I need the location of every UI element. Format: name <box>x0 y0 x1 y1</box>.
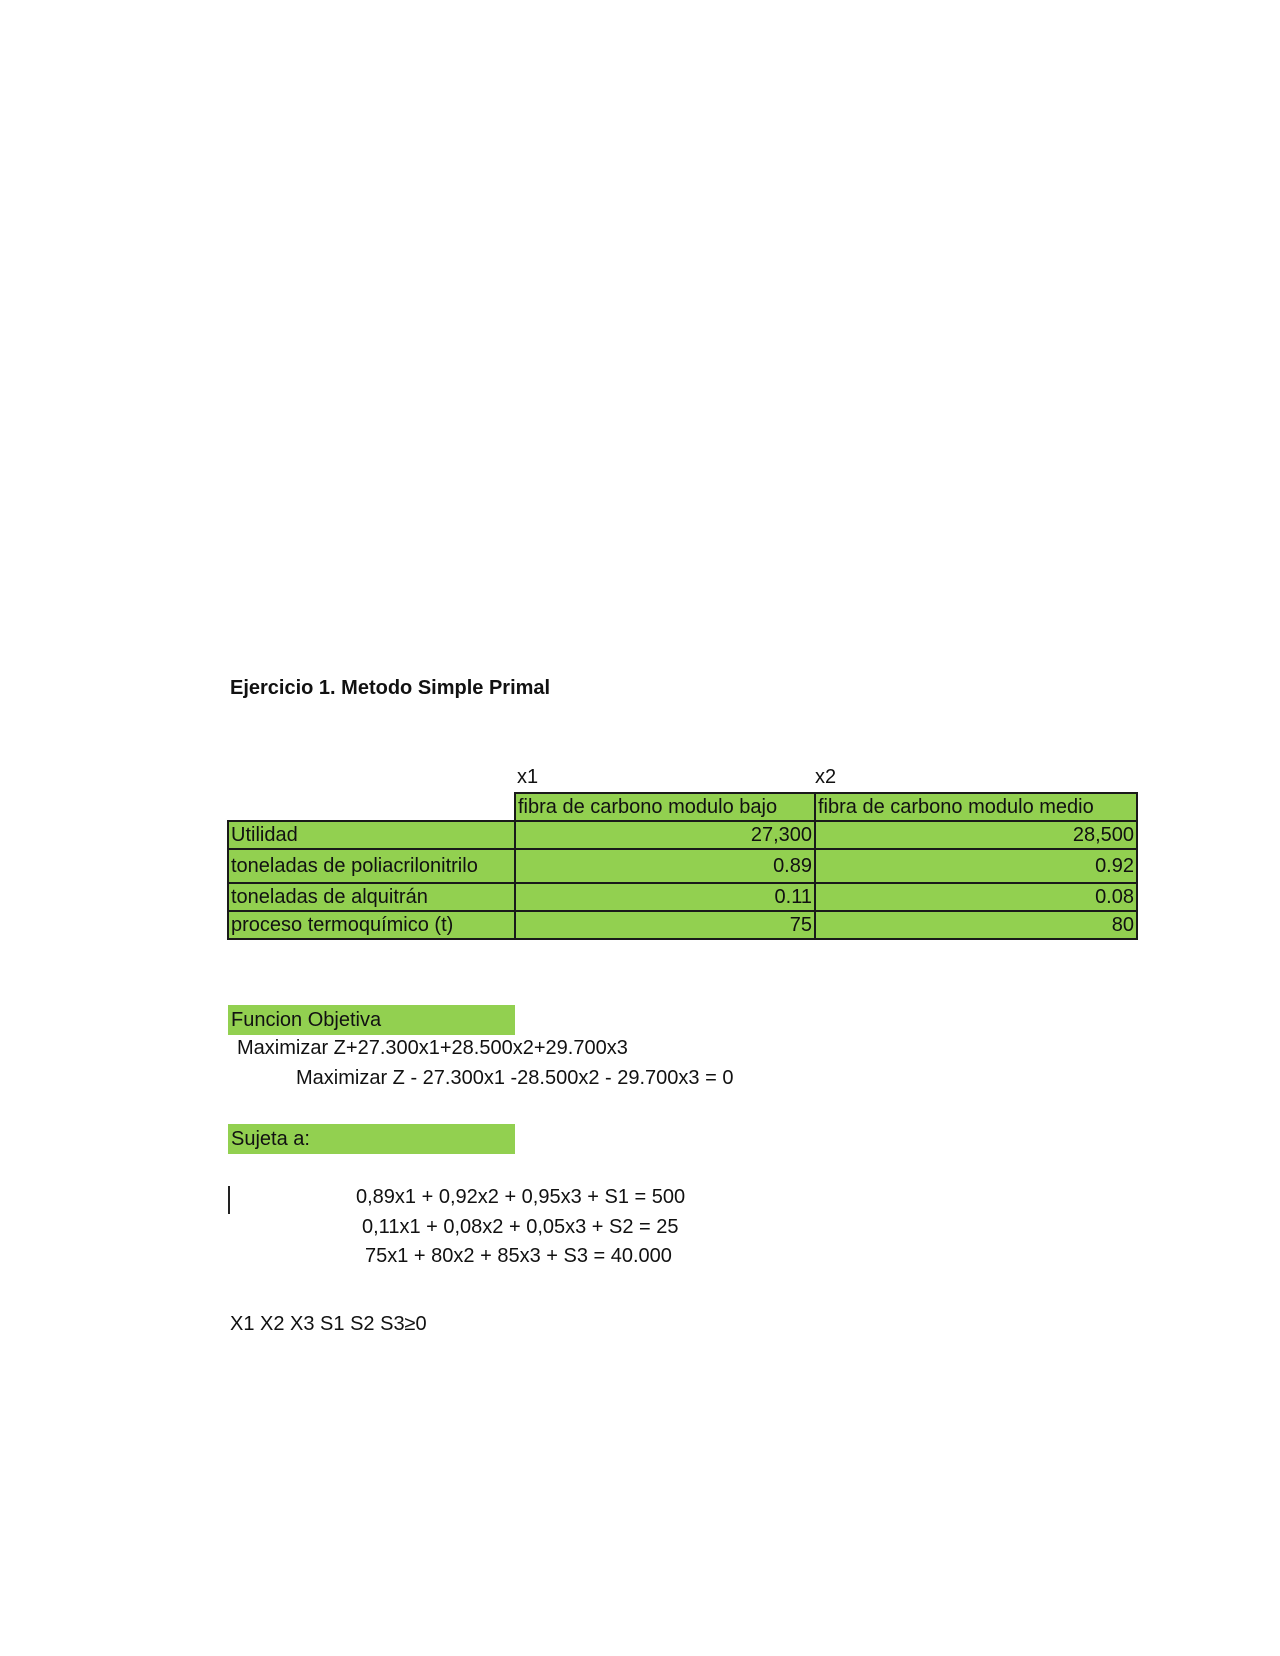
objective-equation: Maximizar Z - 27.300x1 -28.500x2 - 29.700x3 = 0 <box>296 1067 734 1089</box>
nonnegativity-condition: X1 X2 X3 S1 S2 S3≥0 <box>230 1313 427 1335</box>
page-title: Ejercicio 1. Metodo Simple Primal <box>230 677 551 699</box>
constraint-line: 0,89x1 + 0,92x2 + 0,95x3 + S1 = 500 <box>356 1186 686 1208</box>
row-label-poliacrilonitrilo: toneladas de poliacrilonitrilo <box>228 849 515 883</box>
row-label-proceso: proceso termoquímico (t) <box>228 911 515 939</box>
text-cursor <box>228 1186 230 1214</box>
column-header-x2: fibra de carbono modulo medio <box>815 793 1137 821</box>
cell-value: 0.89 <box>515 849 815 883</box>
constraints-heading: Sujeta a: <box>228 1124 515 1154</box>
cell-value: 75 <box>515 911 815 939</box>
data-table <box>227 792 1138 940</box>
table-row <box>228 849 1137 883</box>
empty-corner-cell <box>228 793 515 821</box>
cell-value: 0.92 <box>815 849 1137 883</box>
table-row <box>228 883 1137 911</box>
column-header-x1: fibra de carbono modulo bajo <box>515 793 815 821</box>
table-row <box>228 911 1137 939</box>
objective-line: Maximizar Z+27.300x1+28.500x2+29.700x3 <box>237 1037 628 1059</box>
row-label-utilidad: Utilidad <box>228 821 515 849</box>
cell-value: 0.11 <box>515 883 815 911</box>
cell-value: 27,300 <box>515 821 815 849</box>
table-header-row <box>228 793 1137 821</box>
objective-heading: Funcion Objetiva <box>228 1005 515 1035</box>
row-label-alquitran: toneladas de alquitrán <box>228 883 515 911</box>
column-variable-x1: x1 <box>517 766 539 788</box>
table-row <box>228 821 1137 849</box>
cell-value: 28,500 <box>815 821 1137 849</box>
column-variable-x2: x2 <box>815 766 837 788</box>
constraint-line: 0,11x1 + 0,08x2 + 0,05x3 + S2 = 25 <box>362 1216 679 1238</box>
cell-value: 0.08 <box>815 883 1137 911</box>
cell-value: 80 <box>815 911 1137 939</box>
constraint-line: 75x1 + 80x2 + 85x3 + S3 = 40.000 <box>365 1245 672 1267</box>
